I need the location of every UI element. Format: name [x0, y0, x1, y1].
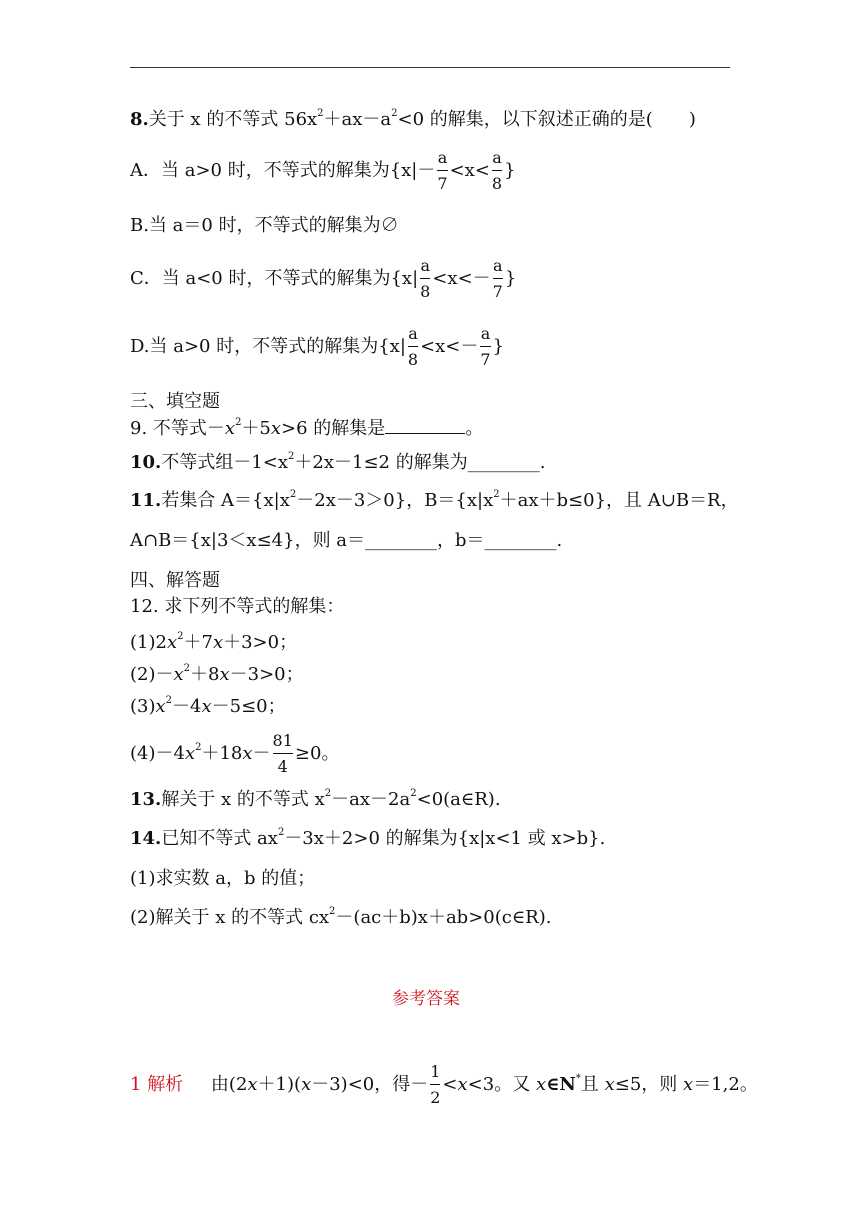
answer-number: 1 — [130, 1074, 142, 1095]
q12-stem: 12. 求下列不等式的解集： — [130, 596, 345, 617]
q11-line2: A∩B＝{x|3＜x≤4}，则 a＝________，b＝________. — [130, 530, 563, 551]
answer-blank — [385, 415, 465, 434]
answers-heading: 参考答案 — [392, 989, 460, 1009]
q13: 13.解关于 x 的不等式 $x^2-ax-2a^2<0(a\in R)$. — [130, 788, 501, 810]
fraction: $\frac{a}{8}$ — [491, 148, 503, 193]
section-heading-fill-blank: 三、填空题 — [130, 391, 220, 412]
q14-part1: (1)求实数 a，b 的值； — [130, 868, 316, 889]
section-heading-solve: 四、解答题 — [130, 570, 220, 591]
q12-part4: $(4)-4x^2+18x-$ $\frac{81}{4}$ ≥0。 — [130, 731, 340, 776]
q8-stem: 8.关于 x 的不等式 $56x^2+ax-a^2<0$ 的解集，以下叙述正确的是( ) — [130, 108, 696, 130]
fraction: $\frac{a}{7}$ — [480, 324, 491, 369]
top-divider — [130, 67, 730, 68]
answer-1: 1 解析 由(2x＋1)(x－3)<0，得－ $\frac{1}{2}$ <x<3。又 x∈N*且 x≤5，则 x＝1,2。 — [130, 1062, 758, 1107]
q8-option-b: B.当 a＝0 时，不等式的解集为∅ — [130, 215, 399, 236]
fraction: $\frac{a}{8}$ — [407, 324, 419, 369]
q14-stem: 14.已知不等式 $ax^2-3x+2>0$ 的解集为{x|x<1 或 x>b}. — [130, 827, 606, 849]
q8-option-c: C．当 a<0 时，不等式的解集为{x| $\frac{a}{8}$ <x<－ $\frac{a}{7}$ } — [130, 256, 517, 301]
q9: 9. 不等式$-x^2+5x>6$ 的解集是 。 — [130, 417, 484, 439]
q8-number: 8. — [130, 109, 149, 130]
q11-line1: 11.若集合 $A=\{x|x^2-2x-3>0\}$，$B=\{x|x^2+ax+b\le 0\}$，且 A∪B＝R， — [130, 489, 739, 511]
fraction: $\frac{1}{2}$ — [430, 1062, 441, 1107]
q8-option-a: A．当 a>0 时，不等式的解集为{x|－ $\frac{a}{7}$ <x< $\frac{a}{8}$ } — [130, 148, 516, 193]
fraction: $\frac{a}{7}$ — [437, 148, 448, 193]
answer-label: 解析 — [147, 1074, 184, 1095]
fraction: $\frac{81}{4}$ — [272, 731, 293, 776]
q12-part3: $(3)x^2-4x-5\le 0$； — [130, 695, 286, 717]
q12-part1: $(1)2x^2+7x+3>0$； — [130, 631, 298, 653]
q8-option-d: D.当 a>0 时，不等式的解集为{x| $\frac{a}{8}$ <x<－ $\frac{a}{7}$ } — [130, 324, 505, 369]
fraction: $\frac{a}{8}$ — [420, 256, 431, 301]
q10: 10.不等式组$-1<x^2+2x-1\le 2$ 的解集为________. — [130, 451, 546, 473]
q12-part2: $(2)-x^2+8x-3>0$； — [130, 663, 304, 685]
fraction: $\frac{a}{7}$ — [492, 256, 503, 301]
q14-part2: (2)解关于 x 的不等式 $cx^2-(ac+b)x+ab>0(c\in R)$. — [130, 906, 552, 928]
